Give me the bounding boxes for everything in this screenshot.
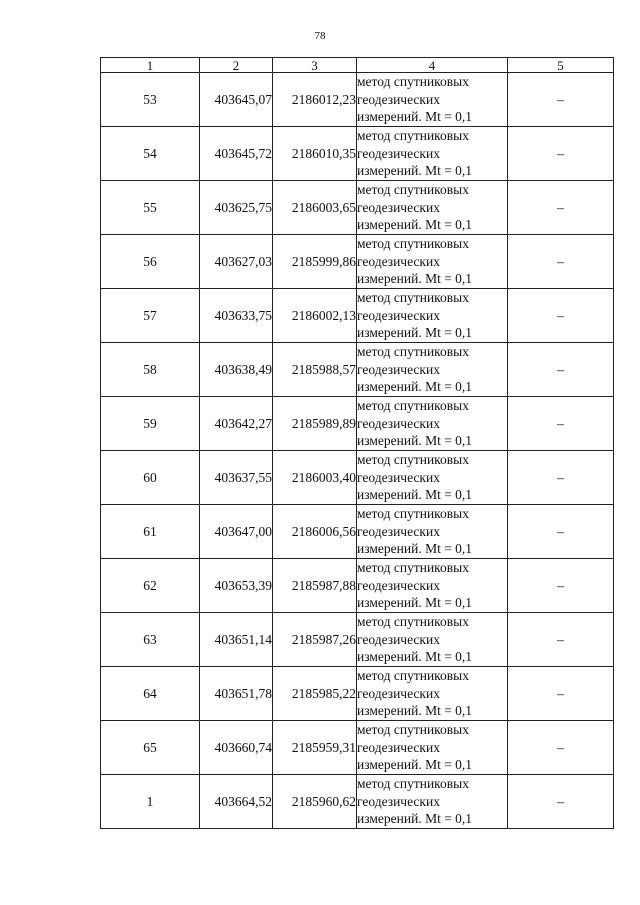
method-line: измерений. Mt = 0,1 bbox=[357, 163, 473, 179]
point-number-cell: 64 bbox=[101, 667, 200, 721]
note-cell: – bbox=[508, 235, 614, 289]
y-coordinate-cell: 2185999,86 bbox=[273, 235, 357, 289]
x-coordinate-cell: 403653,39 bbox=[200, 559, 273, 613]
method-line: метод спутниковых bbox=[357, 776, 469, 792]
table-row bbox=[101, 181, 614, 235]
note-cell: – bbox=[508, 451, 614, 505]
x-coordinate-cell: 403664,52 bbox=[200, 775, 273, 829]
method-cell bbox=[357, 451, 508, 505]
y-coordinate-cell: 2186006,56 bbox=[273, 505, 357, 559]
point-number-cell: 58 bbox=[101, 343, 200, 397]
x-coordinate-cell: 403625,75 bbox=[200, 181, 273, 235]
method-line: метод спутниковых bbox=[357, 344, 469, 360]
y-coordinate-cell: 2186002,13 bbox=[273, 289, 357, 343]
method-cell bbox=[357, 559, 508, 613]
note-cell: – bbox=[508, 289, 614, 343]
y-coordinate-cell: 2185985,22 bbox=[273, 667, 357, 721]
table-row bbox=[101, 667, 614, 721]
table-row bbox=[101, 73, 614, 127]
method-line: метод спутниковых bbox=[357, 290, 469, 306]
method-line: метод спутниковых bbox=[357, 668, 469, 684]
method-line: геодезических bbox=[357, 91, 440, 107]
table-row bbox=[101, 505, 614, 559]
y-coordinate-cell: 2185987,26 bbox=[273, 613, 357, 667]
table-row bbox=[101, 235, 614, 289]
page-number: 78 bbox=[314, 30, 326, 42]
method-line: геодезических bbox=[357, 415, 440, 431]
note-cell: – bbox=[508, 775, 614, 829]
method-cell bbox=[357, 721, 508, 775]
method-line: измерений. Mt = 0,1 bbox=[357, 811, 473, 827]
column-header-1: 1 bbox=[101, 58, 200, 73]
table-row bbox=[101, 343, 614, 397]
method-line: геодезических bbox=[357, 469, 440, 485]
method-line: геодезических bbox=[357, 631, 440, 647]
point-number-cell: 55 bbox=[101, 181, 200, 235]
method-line: измерений. Mt = 0,1 bbox=[357, 541, 473, 557]
x-coordinate-cell: 403651,14 bbox=[200, 613, 273, 667]
point-number-cell: 65 bbox=[101, 721, 200, 775]
method-line: метод спутниковых bbox=[357, 722, 469, 738]
method-cell bbox=[357, 613, 508, 667]
method-line: геодезических bbox=[357, 577, 440, 593]
table-row bbox=[101, 559, 614, 613]
method-line: геодезических bbox=[357, 253, 440, 269]
table-row bbox=[101, 397, 614, 451]
x-coordinate-cell: 403651,78 bbox=[200, 667, 273, 721]
table-body bbox=[101, 73, 614, 829]
method-line: метод спутниковых bbox=[357, 560, 469, 576]
table-row bbox=[101, 451, 614, 505]
method-line: измерений. Mt = 0,1 bbox=[357, 487, 473, 503]
method-cell bbox=[357, 181, 508, 235]
method-line: измерений. Mt = 0,1 bbox=[357, 433, 473, 449]
method-cell bbox=[357, 667, 508, 721]
point-number-cell: 57 bbox=[101, 289, 200, 343]
note-cell: – bbox=[508, 505, 614, 559]
method-cell bbox=[357, 73, 508, 127]
point-number-cell: 63 bbox=[101, 613, 200, 667]
method-line: метод спутниковых bbox=[357, 236, 469, 252]
point-number-cell: 53 bbox=[101, 73, 200, 127]
method-cell bbox=[357, 235, 508, 289]
method-line: геодезических bbox=[357, 199, 440, 215]
column-header-5: 5 bbox=[508, 58, 614, 73]
method-line: измерений. Mt = 0,1 bbox=[357, 595, 473, 611]
coordinates-table bbox=[100, 57, 614, 829]
method-line: измерений. Mt = 0,1 bbox=[357, 217, 473, 233]
point-number-cell: 1 bbox=[101, 775, 200, 829]
point-number-cell: 61 bbox=[101, 505, 200, 559]
y-coordinate-cell: 2185987,88 bbox=[273, 559, 357, 613]
method-cell bbox=[357, 127, 508, 181]
note-cell: – bbox=[508, 721, 614, 775]
table-row bbox=[101, 127, 614, 181]
point-number-cell: 56 bbox=[101, 235, 200, 289]
method-line: метод спутниковых bbox=[357, 506, 469, 522]
x-coordinate-cell: 403660,74 bbox=[200, 721, 273, 775]
note-cell: – bbox=[508, 559, 614, 613]
note-cell: – bbox=[508, 127, 614, 181]
method-line: геодезических bbox=[357, 523, 440, 539]
x-coordinate-cell: 403638,49 bbox=[200, 343, 273, 397]
y-coordinate-cell: 2186003,40 bbox=[273, 451, 357, 505]
x-coordinate-cell: 403637,55 bbox=[200, 451, 273, 505]
method-cell bbox=[357, 397, 508, 451]
note-cell: – bbox=[508, 181, 614, 235]
y-coordinate-cell: 2186012,23 bbox=[273, 73, 357, 127]
method-line: измерений. Mt = 0,1 bbox=[357, 325, 473, 341]
y-coordinate-cell: 2185988,57 bbox=[273, 343, 357, 397]
method-line: измерений. Mt = 0,1 bbox=[357, 703, 473, 719]
table-row bbox=[101, 775, 614, 829]
method-line: геодезических bbox=[357, 685, 440, 701]
method-line: измерений. Mt = 0,1 bbox=[357, 109, 473, 125]
y-coordinate-cell: 2185960,62 bbox=[273, 775, 357, 829]
method-line: геодезических bbox=[357, 739, 440, 755]
x-coordinate-cell: 403642,27 bbox=[200, 397, 273, 451]
column-header-4: 4 bbox=[357, 58, 508, 73]
method-line: измерений. Mt = 0,1 bbox=[357, 271, 473, 287]
note-cell: – bbox=[508, 667, 614, 721]
method-line: геодезических bbox=[357, 793, 440, 809]
method-cell bbox=[357, 505, 508, 559]
method-line: геодезических bbox=[357, 307, 440, 323]
method-line: метод спутниковых bbox=[357, 128, 469, 144]
method-line: измерений. Mt = 0,1 bbox=[357, 757, 473, 773]
x-coordinate-cell: 403633,75 bbox=[200, 289, 273, 343]
method-line: геодезических bbox=[357, 145, 440, 161]
point-number-cell: 60 bbox=[101, 451, 200, 505]
column-header-3: 3 bbox=[273, 58, 357, 73]
method-cell bbox=[357, 343, 508, 397]
method-line: метод спутниковых bbox=[357, 74, 469, 90]
method-cell bbox=[357, 289, 508, 343]
table-row bbox=[101, 613, 614, 667]
method-line: метод спутниковых bbox=[357, 614, 469, 630]
y-coordinate-cell: 2186010,35 bbox=[273, 127, 357, 181]
method-line: измерений. Mt = 0,1 bbox=[357, 379, 473, 395]
note-cell: – bbox=[508, 613, 614, 667]
y-coordinate-cell: 2186003,65 bbox=[273, 181, 357, 235]
method-line: метод спутниковых bbox=[357, 182, 469, 198]
method-line: метод спутниковых bbox=[357, 452, 469, 468]
table-header-row bbox=[101, 58, 614, 73]
x-coordinate-cell: 403645,07 bbox=[200, 73, 273, 127]
point-number-cell: 59 bbox=[101, 397, 200, 451]
x-coordinate-cell: 403627,03 bbox=[200, 235, 273, 289]
y-coordinate-cell: 2185959,31 bbox=[273, 721, 357, 775]
method-line: геодезических bbox=[357, 361, 440, 377]
point-number-cell: 54 bbox=[101, 127, 200, 181]
column-header-2: 2 bbox=[200, 58, 273, 73]
note-cell: – bbox=[508, 397, 614, 451]
note-cell: – bbox=[508, 343, 614, 397]
y-coordinate-cell: 2185989,89 bbox=[273, 397, 357, 451]
method-line: измерений. Mt = 0,1 bbox=[357, 649, 473, 665]
method-cell bbox=[357, 775, 508, 829]
method-line: метод спутниковых bbox=[357, 398, 469, 414]
x-coordinate-cell: 403645,72 bbox=[200, 127, 273, 181]
table-row bbox=[101, 721, 614, 775]
x-coordinate-cell: 403647,00 bbox=[200, 505, 273, 559]
note-cell: – bbox=[508, 73, 614, 127]
point-number-cell: 62 bbox=[101, 559, 200, 613]
table-row bbox=[101, 289, 614, 343]
